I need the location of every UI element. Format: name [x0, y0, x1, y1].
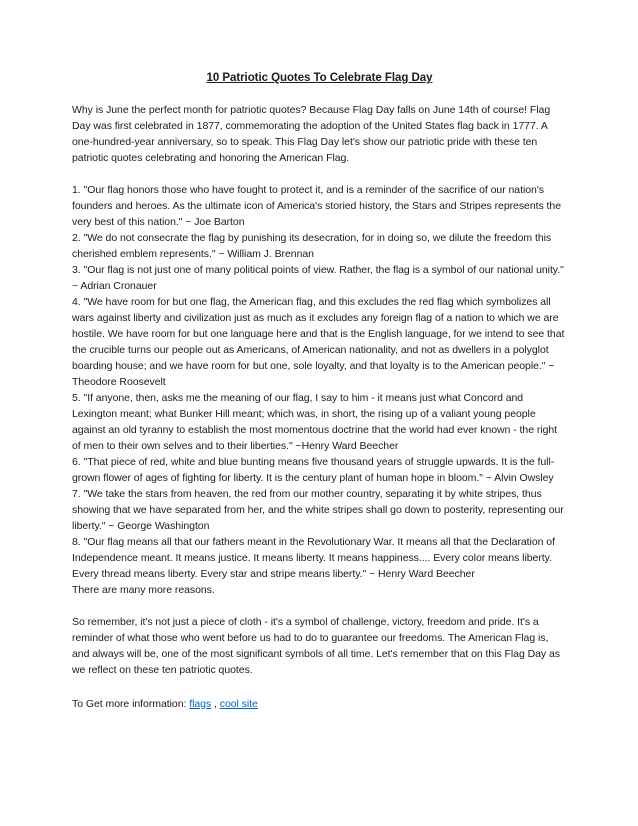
quote-3: 3. "Our flag is not just one of many political points of view. Rather, the flag is a symbol of our national unity." ~ Adrian Cronauer: [72, 264, 564, 292]
footer-separator: ,: [211, 698, 220, 710]
footer-prefix: To Get more information:: [72, 698, 190, 710]
quote-2: 2. "We do not consecrate the flag by punishing its desecration, for in doing so, we dilute the freedom this cherished emblem represents." ~ William J. Brennan: [72, 232, 552, 260]
flags-link[interactable]: flags: [189, 698, 212, 710]
quote-1: 1. "Our flag honors those who have fought to protect it, and is a reminder of the sacrifice of our nation's founders and heroes. As the ultimate icon of America's storied history, the Stars and Stripes represents the very best of this nation." ~ Joe Barton: [72, 184, 562, 228]
intro-paragraph: Why is June the perfect month for patriotic quotes? Because Flag Day falls on June 14th of course! Flag Day was first celebrated in 1877, commemorating the adoption of the United States flag back in 1777. A one-hundred-year anniversary, so to speak. This Flag Day let's show our patriotic pride with these ten patriotic quotes celebrating and honoring the American Flag.: [72, 104, 551, 164]
closing-paragraph: So remember, it's not just a piece of cloth - it's a symbol of challenge, victory, freedom and pride. It's a reminder of what those who went before us had to do to guarantee our freedoms. The American Flag is, and always will be, one of the most significant symbols of all time. Let's remember that on this Flag Day as we reflect on these ten patriotic quotes.: [72, 616, 560, 676]
quote-5: 5. "If anyone, then, asks me the meaning of our flag, I say to him - it means just what Concord and Lexington meant; what Bunker Hill meant; which was, in short, the rising up of a valiant young people against an old tyranny to establish the most momentous doctrine that the world had ever known - the right of men to their own selves and to their liberties." ~Henry Ward Beecher: [72, 392, 558, 452]
quote-8: 8. "Our flag means all that our fathers meant in the Revolutionary War. It means all that the Declaration of Independence meant. It means justice. It means liberty. It means happiness.... Every color means liberty. Every thread means liberty. Every star and stripe means liberty." ~ Henry Ward Beecher: [72, 536, 555, 580]
page-title: 10 Patriotic Quotes To Celebrate Flag Day: [206, 72, 433, 84]
quote-4: 4. "We have room for but one flag, the American flag, and this excludes the red flag which symbolizes all wars against liberty and civilization just as much as it excludes any foreign flag of a nation to which we are hostile. We have room for but one language here and that is the English language, for we intend to see that the crucible turns our people out as Americans, of American nationality, and not as dwellers in a polyglot boarding house; and we have room for but one, sole loyalty, and that loyalty is to the American people." ~ Theodore Roosevelt: [72, 296, 565, 388]
quote-6: 6. "That piece of red, white and blue bunting means five thousand years of struggle upwards. It is the full-grown flower of ages of fighting for liberty. It is the century plant of human hope in bloom." ~ Alvin Owsley: [72, 456, 555, 484]
cool-site-link[interactable]: cool site: [219, 698, 258, 710]
quotes-block: [72, 182, 567, 598]
more-reasons-line: There are many more reasons.: [72, 584, 215, 596]
footer-line: [72, 696, 567, 712]
quote-7: 7. "We take the stars from heaven, the red from our mother country, separating it by white stripes, thus showing that we have separated from her, and the white stripes shall go down to posterity, representing our liberty." ~ George Washington: [72, 488, 564, 532]
